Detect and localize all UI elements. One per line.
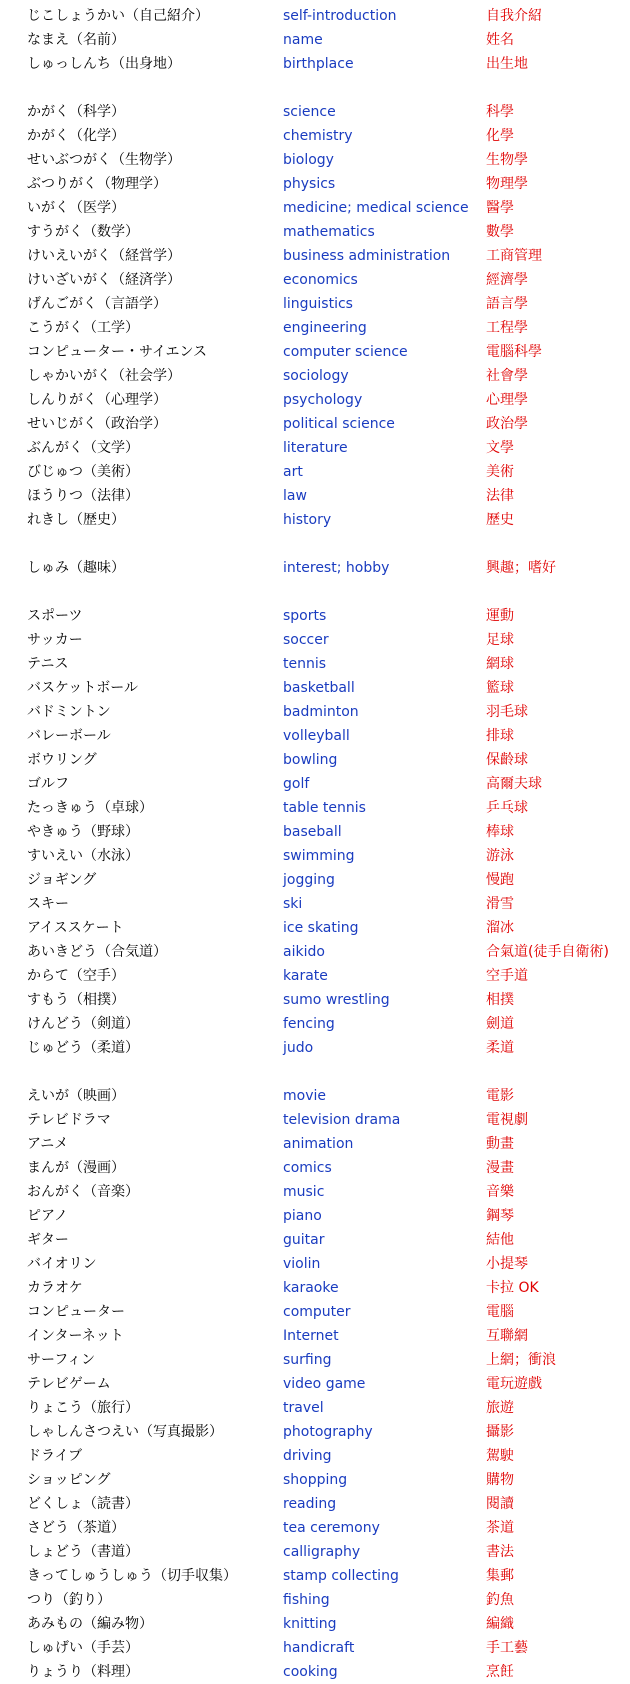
vocab-row	[0, 1420, 630, 1444]
english-term: jogging	[283, 872, 335, 888]
japanese-term: けんどう（剣道）	[27, 1016, 139, 1032]
chinese-term: 鋼琴	[486, 1208, 514, 1224]
chinese-term: 滑雪	[486, 896, 514, 912]
japanese-term: どくしょ（読書）	[27, 1496, 139, 1512]
chinese-term: 出生地	[486, 56, 528, 72]
chinese-term: 閱讀	[486, 1496, 514, 1512]
vocab-row	[0, 1588, 630, 1612]
chinese-term: 美術	[486, 464, 514, 480]
english-term: ice skating	[283, 920, 359, 936]
chinese-term: 卡拉 OK	[486, 1280, 539, 1296]
chinese-term: 結他	[486, 1232, 514, 1248]
vocab-row	[0, 1180, 630, 1204]
english-term: animation	[283, 1136, 354, 1152]
english-term: driving	[283, 1448, 332, 1464]
english-term: reading	[283, 1496, 337, 1512]
japanese-term: かがく（化学）	[27, 128, 125, 144]
english-term: piano	[283, 1208, 322, 1224]
chinese-term: 游泳	[486, 848, 514, 864]
vocab-row	[0, 1156, 630, 1180]
japanese-term: テニス	[27, 656, 69, 672]
vocab-row	[0, 340, 630, 364]
japanese-term: スポーツ	[27, 608, 83, 624]
vocab-row	[0, 1108, 630, 1132]
vocab-row	[0, 988, 630, 1012]
english-term: literature	[283, 440, 348, 456]
vocabulary-list	[0, 4, 630, 1684]
english-term: golf	[283, 776, 310, 792]
vocab-row	[0, 604, 630, 628]
japanese-term: バレーボール	[27, 728, 111, 744]
english-term: shopping	[283, 1472, 348, 1488]
japanese-term: えいが（映画）	[27, 1088, 125, 1104]
japanese-term: しょどう（書道）	[27, 1544, 139, 1560]
chinese-term: 購物	[486, 1472, 514, 1488]
vocab-row	[0, 100, 630, 124]
english-term: political science	[283, 416, 395, 432]
chinese-term: 姓名	[486, 32, 514, 48]
english-term: sociology	[283, 368, 349, 384]
vocab-row	[0, 844, 630, 868]
japanese-term: いがく（医学）	[27, 200, 125, 216]
vocab-row	[0, 292, 630, 316]
english-term: psychology	[283, 392, 363, 408]
japanese-term: アニメ	[27, 1136, 69, 1152]
english-term: aikido	[283, 944, 325, 960]
japanese-term: じゅどう（柔道）	[27, 1040, 139, 1056]
vocab-row	[0, 268, 630, 292]
section-spacer	[0, 532, 630, 556]
japanese-term: りょうり（料理）	[27, 1664, 139, 1680]
chinese-term: 空手道	[486, 968, 528, 984]
chinese-term: 電腦科學	[486, 344, 542, 360]
chinese-term: 電玩遊戲	[486, 1376, 542, 1392]
japanese-term: けいえいがく（経営学）	[27, 248, 181, 264]
japanese-term: バスケットボール	[27, 680, 139, 696]
english-term: table tennis	[283, 800, 366, 816]
chinese-term: 電視劇	[486, 1112, 528, 1128]
english-term: engineering	[283, 320, 367, 336]
vocab-row	[0, 1444, 630, 1468]
english-term: music	[283, 1184, 325, 1200]
chinese-term: 保齡球	[486, 752, 528, 768]
english-term: sumo wrestling	[283, 992, 390, 1008]
japanese-term: インターネット	[27, 1328, 124, 1344]
chinese-term: 興趣；嗜好	[486, 560, 556, 576]
english-term: biology	[283, 152, 334, 168]
english-term: linguistics	[283, 296, 353, 312]
japanese-term: かがく（科学）	[27, 104, 125, 120]
english-term: history	[283, 512, 332, 528]
vocab-row	[0, 652, 630, 676]
section-spacer	[0, 580, 630, 604]
vocab-row	[0, 1612, 630, 1636]
japanese-term: きってしゅうしゅう（切手収集）	[27, 1568, 237, 1584]
section-spacer	[0, 1060, 630, 1084]
vocab-row	[0, 964, 630, 988]
chinese-term: 電腦	[486, 1304, 514, 1320]
japanese-term: しゃしんさつえい（写真撮影）	[27, 1424, 223, 1440]
vocab-row	[0, 52, 630, 76]
english-term: cooking	[283, 1664, 338, 1680]
english-term: badminton	[283, 704, 359, 720]
chinese-term: 棒球	[486, 824, 514, 840]
vocab-row	[0, 1516, 630, 1540]
vocab-row	[0, 1228, 630, 1252]
vocab-row	[0, 772, 630, 796]
english-term: fencing	[283, 1016, 335, 1032]
english-term: judo	[283, 1040, 314, 1056]
vocab-row	[0, 196, 630, 220]
japanese-term: サッカー	[27, 632, 83, 648]
chinese-term: 經濟學	[486, 272, 528, 288]
vocab-row	[0, 316, 630, 340]
japanese-term: スキー	[27, 896, 69, 912]
english-term: art	[283, 464, 303, 480]
english-term: business administration	[283, 248, 451, 264]
chinese-term: 高爾夫球	[486, 776, 542, 792]
chinese-term: 社會學	[486, 368, 528, 384]
english-term: knitting	[283, 1616, 337, 1632]
vocab-row	[0, 1636, 630, 1660]
chinese-term: 駕駛	[486, 1448, 514, 1464]
english-term: birthplace	[283, 56, 354, 72]
chinese-term: 動畫	[486, 1136, 514, 1152]
chinese-term: 文學	[486, 440, 514, 456]
vocab-row	[0, 1468, 630, 1492]
english-term: basketball	[283, 680, 355, 696]
chinese-term: 集郵	[486, 1568, 514, 1584]
english-term: comics	[283, 1160, 332, 1176]
vocab-row	[0, 796, 630, 820]
japanese-term: しゃかいがく（社会学）	[27, 368, 181, 384]
japanese-term: れきし（歴史）	[27, 512, 125, 528]
vocab-row	[0, 1348, 630, 1372]
chinese-term: 籃球	[486, 680, 514, 696]
chinese-term: 劍道	[486, 1016, 514, 1032]
chinese-term: 羽毛球	[486, 704, 528, 720]
japanese-term: バイオリン	[27, 1256, 97, 1272]
vocab-row	[0, 868, 630, 892]
japanese-term: アイススケート	[27, 920, 124, 936]
english-term: computer science	[283, 344, 408, 360]
japanese-term: やきゅう（野球）	[27, 824, 139, 840]
japanese-term: せいぶつがく（生物学）	[27, 152, 181, 168]
chinese-term: 電影	[486, 1088, 514, 1104]
vocab-row	[0, 628, 630, 652]
japanese-term: ギター	[27, 1232, 69, 1248]
english-term: bowling	[283, 752, 338, 768]
japanese-term: ぶつりがく（物理学）	[27, 176, 167, 192]
chinese-term: 政治學	[486, 416, 528, 432]
japanese-term: ジョギング	[27, 872, 97, 888]
english-term: ski	[283, 896, 303, 912]
chinese-term: 乒乓球	[486, 800, 528, 816]
vocab-row	[0, 1084, 630, 1108]
english-term: mathematics	[283, 224, 375, 240]
vocab-row	[0, 1012, 630, 1036]
vocab-row	[0, 388, 630, 412]
section-spacer	[0, 76, 630, 100]
vocab-row	[0, 700, 630, 724]
japanese-term: びじゅつ（美術）	[27, 464, 139, 480]
chinese-term: 茶道	[486, 1520, 514, 1536]
vocab-row	[0, 724, 630, 748]
japanese-term: テレビドラマ	[27, 1112, 111, 1128]
chinese-term: 工商管理	[486, 248, 542, 264]
english-term: tea ceremony	[283, 1520, 380, 1536]
japanese-term: ピアノ	[27, 1208, 68, 1224]
vocab-row	[0, 1036, 630, 1060]
english-term: handicraft	[283, 1640, 355, 1656]
chinese-term: 科學	[486, 104, 514, 120]
chinese-term: 排球	[486, 728, 514, 744]
japanese-term: すうがく（数学）	[27, 224, 139, 240]
english-term: surfing	[283, 1352, 332, 1368]
chinese-term: 法律	[486, 488, 514, 504]
chinese-term: 互聯網	[486, 1328, 528, 1344]
english-term: self-introduction	[283, 8, 397, 24]
english-term: soccer	[283, 632, 329, 648]
english-term: television drama	[283, 1112, 401, 1128]
english-term: karaoke	[283, 1280, 339, 1296]
english-term: guitar	[283, 1232, 325, 1248]
japanese-term: からて（空手）	[27, 968, 125, 984]
vocab-row	[0, 364, 630, 388]
chinese-term: 慢跑	[486, 872, 514, 888]
japanese-term: ショッピング	[27, 1472, 111, 1488]
japanese-term: ボウリング	[27, 752, 97, 768]
japanese-term: おんがく（音楽）	[27, 1184, 139, 1200]
japanese-term: げんごがく（言語学）	[27, 296, 167, 312]
english-term: physics	[283, 176, 336, 192]
chinese-term: 小提琴	[486, 1256, 528, 1272]
japanese-term: こうがく（工学）	[27, 320, 139, 336]
japanese-term: ゴルフ	[27, 776, 69, 792]
japanese-term: なまえ（名前）	[27, 32, 125, 48]
chinese-term: 網球	[486, 656, 514, 672]
chinese-term: 自我介紹	[486, 8, 542, 24]
english-term: fishing	[283, 1592, 330, 1608]
vocab-row	[0, 1564, 630, 1588]
chinese-term: 心理學	[486, 392, 528, 408]
chinese-term: 音樂	[486, 1184, 514, 1200]
chinese-term: 相撲	[486, 992, 514, 1008]
japanese-term: あみもの（編み物）	[27, 1616, 153, 1632]
vocab-row	[0, 484, 630, 508]
vocab-row	[0, 892, 630, 916]
japanese-term: けいざいがく（経済学）	[27, 272, 181, 288]
japanese-term: すいえい（水泳）	[27, 848, 139, 864]
vocab-row	[0, 28, 630, 52]
vocab-row	[0, 1276, 630, 1300]
chinese-term: 物理學	[486, 176, 528, 192]
japanese-term: カラオケ	[27, 1280, 83, 1296]
vocab-row	[0, 556, 630, 580]
japanese-term: すもう（相撲）	[27, 992, 125, 1008]
japanese-term: あいきどう（合気道）	[27, 944, 167, 960]
japanese-term: サーフィン	[27, 1352, 96, 1368]
english-term: photography	[283, 1424, 373, 1440]
english-term: chemistry	[283, 128, 353, 144]
english-term: stamp collecting	[283, 1568, 399, 1584]
english-term: interest; hobby	[283, 560, 390, 576]
english-term: Internet	[283, 1328, 339, 1344]
vocab-row	[0, 172, 630, 196]
chinese-term: 釣魚	[486, 1592, 514, 1608]
japanese-term: じこしょうかい（自己紹介）	[27, 8, 209, 24]
chinese-term: 運動	[486, 608, 514, 624]
chinese-term: 化學	[486, 128, 514, 144]
vocab-row	[0, 4, 630, 28]
vocab-row	[0, 1492, 630, 1516]
vocab-row	[0, 916, 630, 940]
chinese-term: 語言學	[486, 296, 528, 312]
vocab-row	[0, 676, 630, 700]
english-term: video game	[283, 1376, 366, 1392]
vocab-row	[0, 1396, 630, 1420]
english-term: sports	[283, 608, 327, 624]
chinese-term: 足球	[486, 632, 514, 648]
english-term: karate	[283, 968, 328, 984]
english-term: tennis	[283, 656, 327, 672]
chinese-term: 溜冰	[486, 920, 514, 936]
japanese-term: しゅみ（趣味）	[27, 560, 125, 576]
vocab-row	[0, 508, 630, 532]
japanese-term: たっきゅう（卓球）	[27, 800, 153, 816]
japanese-term: さどう（茶道）	[27, 1520, 125, 1536]
chinese-term: 漫畫	[486, 1160, 514, 1176]
english-term: baseball	[283, 824, 342, 840]
vocab-row	[0, 1300, 630, 1324]
english-term: volleyball	[283, 728, 350, 744]
chinese-term: 歷史	[486, 512, 514, 528]
chinese-term: 柔道	[486, 1040, 514, 1056]
vocab-row	[0, 940, 630, 964]
japanese-term: コンピューター・サイエンス	[27, 344, 208, 360]
vocab-row	[0, 748, 630, 772]
english-term: name	[283, 32, 323, 48]
chinese-term: 編織	[486, 1616, 514, 1632]
chinese-term: 旅遊	[486, 1400, 514, 1416]
vocab-row	[0, 436, 630, 460]
vocab-row	[0, 1132, 630, 1156]
vocab-row	[0, 460, 630, 484]
english-term: calligraphy	[283, 1544, 361, 1560]
vocab-row	[0, 1252, 630, 1276]
vocab-row	[0, 220, 630, 244]
chinese-term: 工程學	[486, 320, 528, 336]
japanese-term: テレビゲーム	[27, 1376, 111, 1392]
vocab-row	[0, 1540, 630, 1564]
english-term: law	[283, 488, 307, 504]
japanese-term: コンピューター	[27, 1304, 125, 1320]
japanese-term: つり（釣り）	[27, 1592, 111, 1608]
japanese-term: しゅげい（手芸）	[27, 1640, 139, 1656]
vocab-row	[0, 244, 630, 268]
japanese-term: せいじがく（政治学）	[27, 416, 167, 432]
english-term: computer	[283, 1304, 351, 1320]
japanese-term: ほうりつ（法律）	[27, 488, 139, 504]
chinese-term: 手工藝	[486, 1640, 528, 1656]
chinese-term: 醫學	[486, 200, 514, 216]
english-term: science	[283, 104, 336, 120]
vocab-row	[0, 412, 630, 436]
english-term: swimming	[283, 848, 355, 864]
vocab-row	[0, 820, 630, 844]
chinese-term: 書法	[486, 1544, 514, 1560]
japanese-term: りょこう（旅行）	[27, 1400, 139, 1416]
japanese-term: まんが（漫画）	[27, 1160, 125, 1176]
japanese-term: バドミントン	[27, 704, 111, 720]
english-term: movie	[283, 1088, 326, 1104]
english-term: violin	[283, 1256, 321, 1272]
chinese-term: 攝影	[486, 1424, 514, 1440]
chinese-term: 數學	[486, 224, 514, 240]
english-term: travel	[283, 1400, 324, 1416]
chinese-term: 上網；衝浪	[486, 1352, 556, 1368]
vocab-row	[0, 1324, 630, 1348]
vocab-row	[0, 124, 630, 148]
vocab-row	[0, 148, 630, 172]
vocab-row	[0, 1660, 630, 1684]
chinese-term: 烹飪	[486, 1664, 514, 1680]
japanese-term: ドライブ	[27, 1448, 83, 1464]
chinese-term: 生物學	[486, 152, 528, 168]
english-term: medicine; medical science	[283, 200, 469, 216]
japanese-term: しゅっしんち（出身地）	[27, 56, 181, 72]
english-term: economics	[283, 272, 358, 288]
japanese-term: ぶんがく（文学）	[27, 440, 139, 456]
vocab-row	[0, 1204, 630, 1228]
vocab-row	[0, 1372, 630, 1396]
chinese-term: 合氣道(徒手自衛術)	[486, 944, 609, 960]
japanese-term: しんりがく（心理学）	[27, 392, 167, 408]
